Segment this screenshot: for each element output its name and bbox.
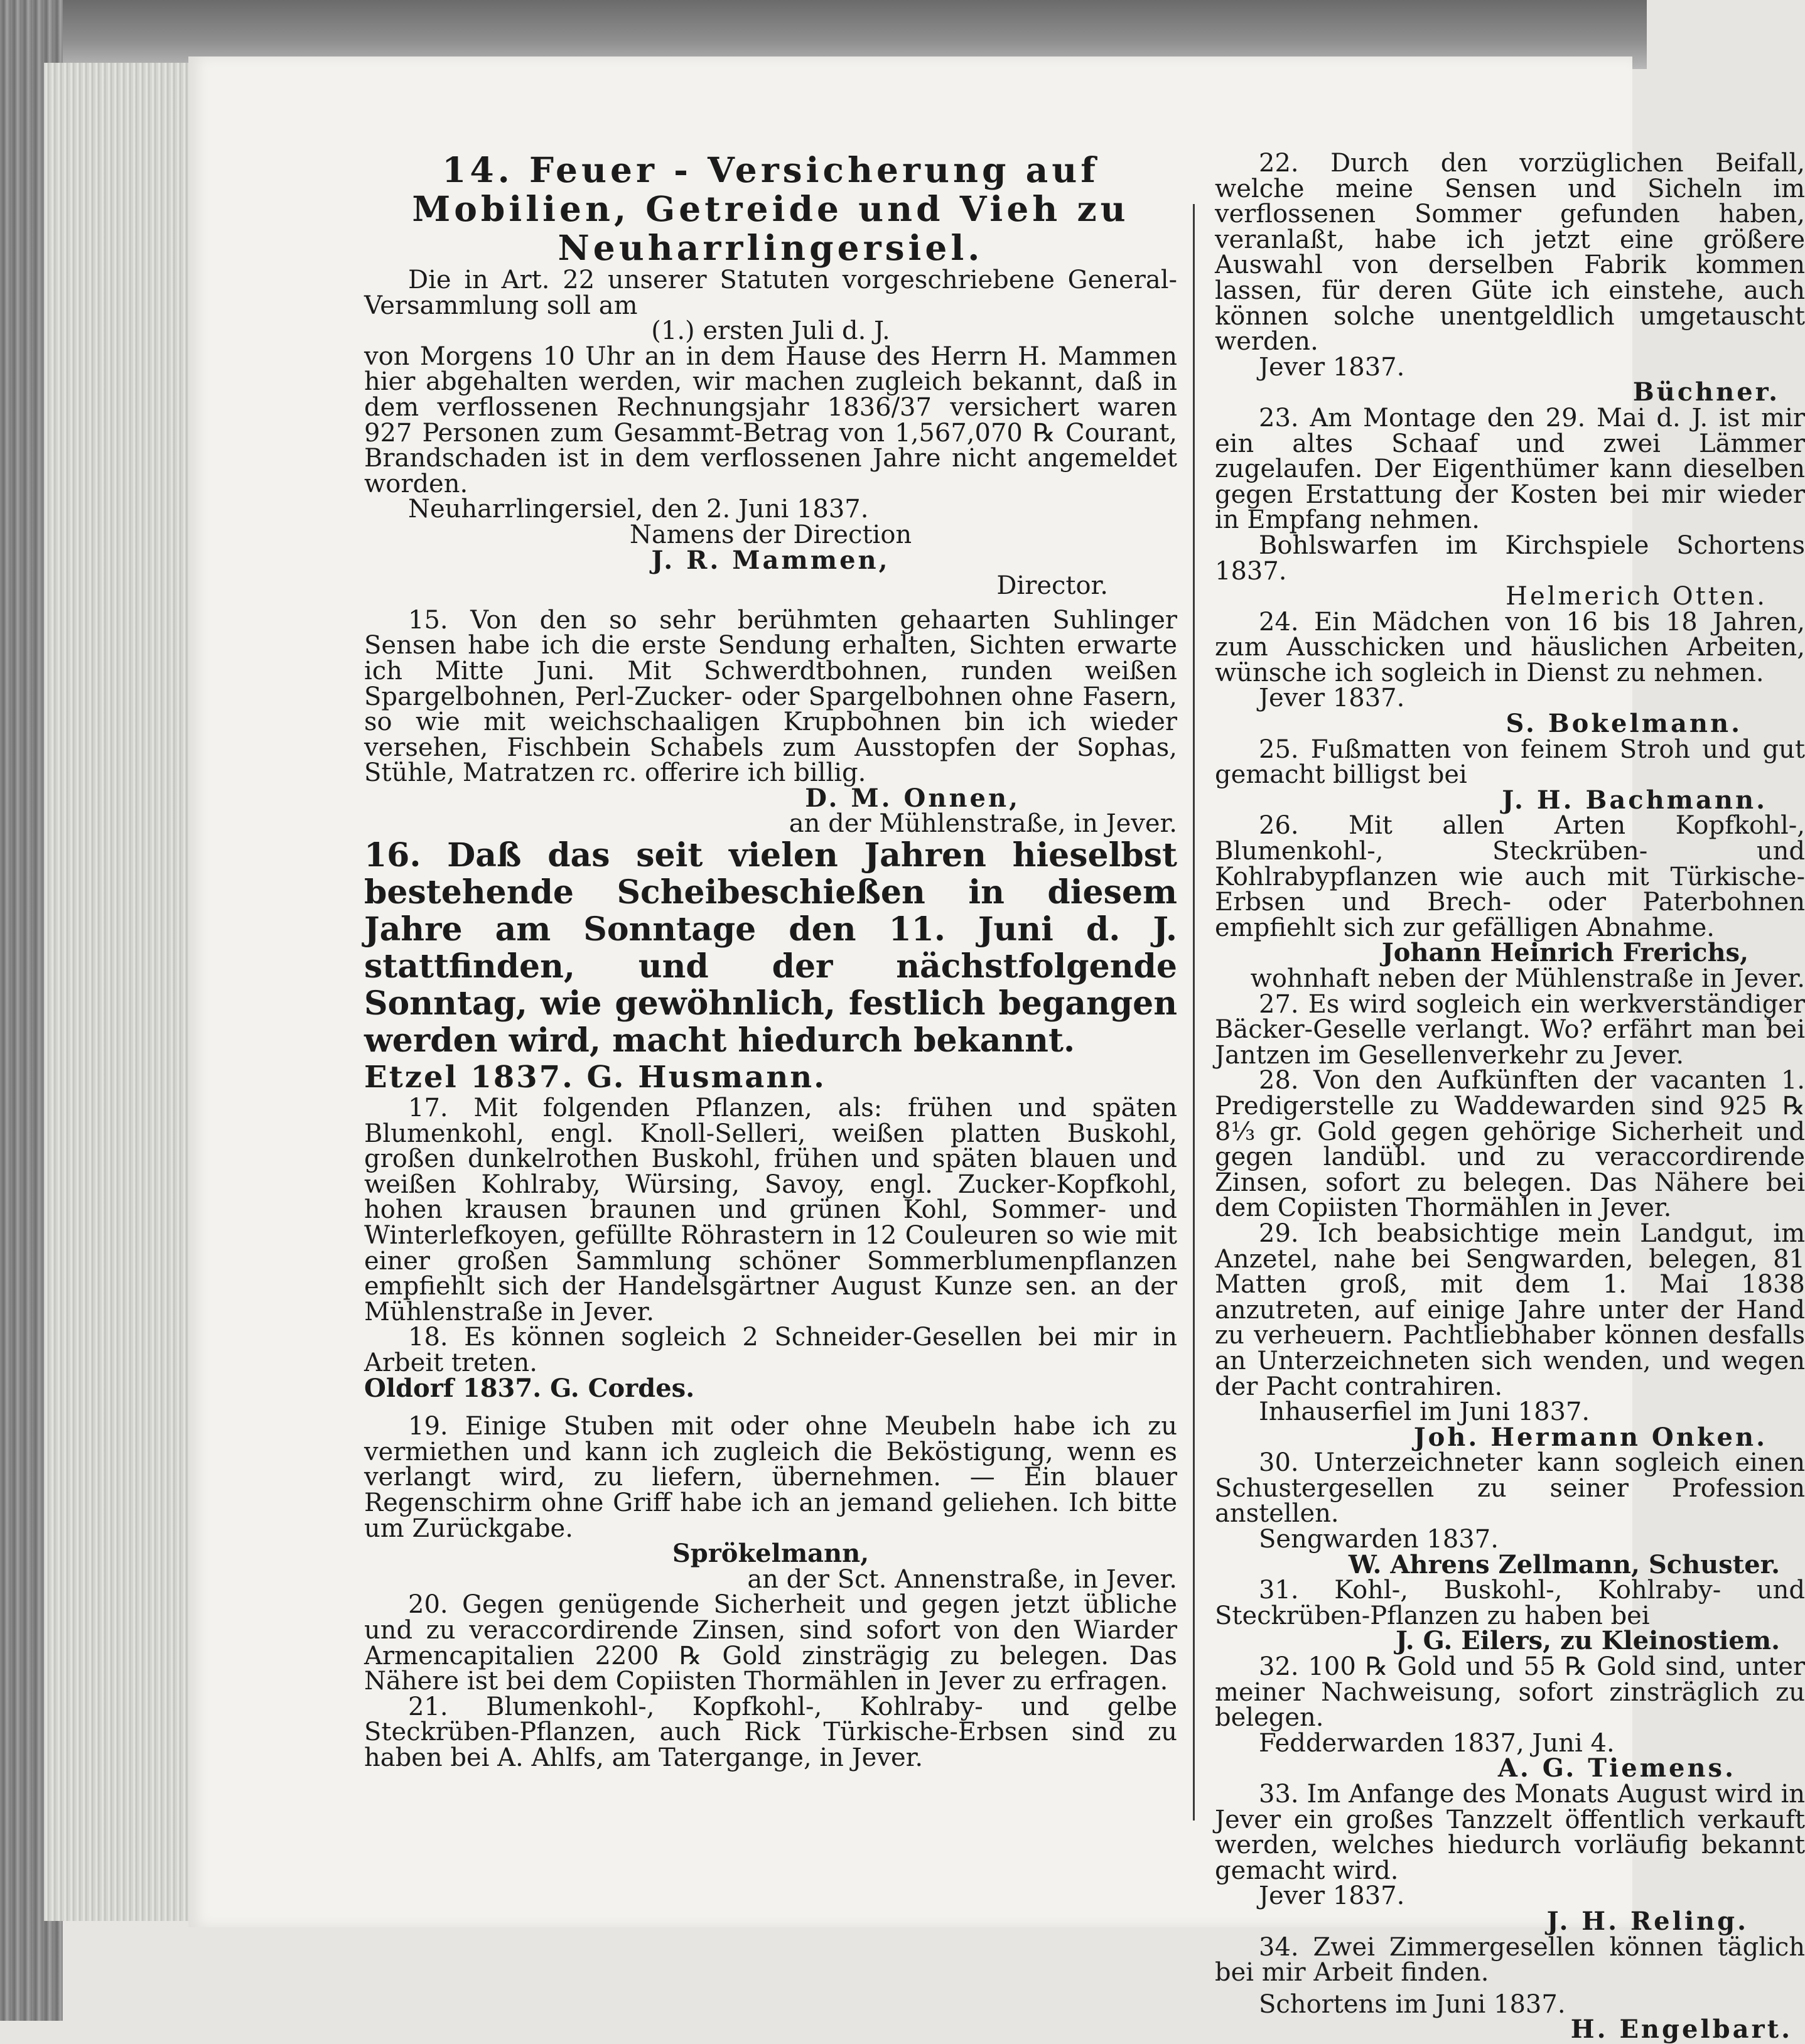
notice-18-body: 18. Es können sogleich 2 Schneider-Gesellen bei mir in Arbeit treten. (364, 1323, 1177, 1377)
notice-14-signature-2: J. R. Mammen, (651, 545, 890, 575)
notice-14-signature-3: Director. (996, 571, 1108, 601)
notice-24-place: Jever 1837. (1259, 684, 1405, 713)
notice-32-signature: A. G. Tiemens. (1497, 1753, 1736, 1783)
notice-31-signature: J. G. Eilers, zu Kleinostiem. (1395, 1626, 1780, 1656)
notice-15-signature-2: an der Mühlenstraße, in Jever. (789, 809, 1177, 839)
notice-30-body: 30. Unterzeichneter kann sogleich einen Schustergesellen zu seiner Profession anstellen. (1215, 1448, 1805, 1529)
notice-14-body: Die in Art. 22 unserer Statuten vorgeschriebene General-Versammlung soll am (364, 266, 1177, 320)
notice-23-signature: Helmerich Otten. (1506, 582, 1767, 611)
notice-30-signature: W. Ahrens Zellmann, Schuster. (1348, 1549, 1780, 1579)
notice-23-body: 23. Am Montage den 29. Mai d. J. ist mir ein altes Schaaf und zwei Lämmer zugelaufen. Der Eigenthümer kann dieselben gegen Erstattung der Kosten bei mir wieder in Empfang nehmen. (1215, 403, 1805, 535)
notice-14-title: 14. Feuer - Versicherung auf Mobilien, Getreide und Vieh zu Neuharrlingersiel. (412, 149, 1129, 268)
notice-21-body: 21. Blumenkohl-, Kopfkohl-, Kohlraby- und gelbe Steckrüben-Pflanzen, auch Rick Türkische-Erbsen sind zu haben bei A. Ahlfs, am Tatergange, in Jever. (364, 1692, 1177, 1772)
notice-18-signature: Oldorf 1837. G. Cordes. (364, 1373, 695, 1403)
notice-14-place: Neuharrlingersiel, den 2. Juni 1837. (408, 495, 869, 524)
notice-33-place: Jever 1837. (1259, 1881, 1405, 1911)
notice-17-body: 17. Mit folgenden Pflanzen, als: frühen und späten Blumenkohl, engl. Knoll-Selleri, weißen platten Buskohl, großen dunkelrothen Buskohl, frühen und späten blauen und weißen Kohlraby, Würsing, Savoy, engl. Zucker-Kopfkohl, hohen krausen braunen und grünen Kohl, Sommer- und Winterlefkoyen, gefüllte Röhrastern in 12 Couleuren so wie mit einer großen Sammlung schöner Sommerblumenpflanzen empfiehlt sich der Handelsgärtner August Kunze sen. an der Mühlenstraße in Jever. (364, 1094, 1177, 1326)
notice-26-signature-2: wohnhaft neben der Mühlenstraße in Jever. (1250, 964, 1805, 993)
notice-29-signature: Joh. Hermann Onken. (1413, 1422, 1767, 1452)
page-stack (44, 63, 208, 1921)
notice-30-place: Sengwarden 1837. (1259, 1525, 1499, 1554)
notice-32-body: 32. 100 ℞ Gold und 55 ℞ Gold sind, unter meiner Nachweisung, sofort zinsträglich zu belegen. (1215, 1652, 1805, 1733)
notice-24-body: 24. Ein Mädchen von 16 bis 18 Jahren, zum Ausschicken und häuslichen Arbeiten, wünsche ich sogleich in Dienst zu nehmen. (1215, 607, 1805, 687)
column-divider (1193, 204, 1195, 1821)
notice-31-body: 31. Kohl-, Buskohl-, Kohlraby- und Steckrüben-Pflanzen zu haben bei (1215, 1576, 1805, 1630)
notice-33-body: 33. Im Anfange des Monats August wird in Jever ein großes Tanzzelt öffentlich verkauft werden, welches hiedurch vorläufig bekannt gemacht wird. (1215, 1780, 1805, 1885)
notice-25-signature: J. H. Bachmann. (1502, 785, 1767, 815)
notice-32-place: Fedderwarden 1837, Juni 4. (1259, 1728, 1615, 1758)
notice-19-signature-1: Sprökelmann, (672, 1539, 870, 1569)
notice-24-signature: S. Bokelmann. (1506, 709, 1742, 739)
notice-16-signature: Etzel 1837. G. Husmann. (364, 1060, 826, 1095)
notice-34-signature: H. Engelbart. (1570, 2014, 1792, 2044)
notice-29-place: Inhauserfiel im Juni 1837. (1259, 1397, 1590, 1427)
notice-26-signature-1: Johann Heinrich Frerichs, (1381, 938, 1748, 968)
notice-14-body-2: von Morgens 10 Uhr an in dem Hause des Herrn H. Mammen hier abgehalten werden, wir machen zugleich bekannt, daß in dem verflossenen Rechnungsjahr 1836/37 versichert waren 927 Personen zum Gesammt-Betrag von 1,567,070 ℞ Courant, Brandschaden ist in dem verflossenen Jahre nicht angemeldet worden. (364, 342, 1177, 498)
notice-19-signature-2: an der Sct. Annenstraße, in Jever. (747, 1564, 1177, 1594)
notice-25-body: 25. Fußmatten von feinem Stroh und gut gemacht billigst bei (1215, 734, 1805, 790)
notice-26-body: 26. Mit allen Arten Kopfkohl-, Blumenkohl-, Steckrüben- und Kohlrabypflanzen wie auch mit Türkische-Erbsen und Brech- oder Paterbohnen empfiehlt sich zur gefälligen Abnahme. (1215, 811, 1805, 942)
notice-15-body: 15. Von den so sehr berühmten gehaarten Suhlinger Sensen habe ich die erste Sendung erhalten, Sichten erwarte ich Mitte Juni. Mit Schwerdtbohnen, runden weißen Spargelbohnen, Perl-Zucker- oder Spargelbohnen ohne Fasern, so wie mit weichschaaligen Krupbohnen bin ich wieder versehen, Fischbein Schabels zum Ausstopfen der Sophas, Stühle, Matratzen rc. offerire ich billig. (364, 605, 1177, 788)
notice-27-body: 27. Es wird sogleich ein werkverständiger Bäcker-Geselle verlangt. Wo? erfährt man bei Jantzen im Gesellenverkehr zu Jever. (1215, 989, 1805, 1070)
left-column (364, 151, 1177, 1771)
notice-22-place: Jever 1837. (1259, 352, 1405, 382)
notice-33-signature: J. H. Reling. (1546, 1906, 1748, 1936)
notice-20-body: 20. Gegen genügende Sicherheit und gegen jetzt übliche und zu veraccordirende Zinsen, sind sofort von den Wiarder Armencapitalien 2200 ℞ Gold zinsträgig zu belegen. Das Nähere ist bei dem Copiisten Thormählen in Jever zu erfragen. (364, 1590, 1177, 1696)
notice-14-date: (1.) ersten Juli d. J. (651, 316, 890, 346)
notice-22-signature: Büchner. (1632, 377, 1780, 407)
notice-29-body: 29. Ich beabsichtige mein Landgut, im Anzetel, nahe bei Sengwarden, belegen, 81 Matten groß, mit dem 1. Mai 1838 anzutreten, auf einige Jahre unter der Hand zu verheuern. Pachtliebhaber können desfalls an Unterzeichneten sich wenden, und wegen der Pacht contrahiren. (1215, 1218, 1805, 1401)
notice-14-signature-1: Namens der Direction (629, 520, 912, 549)
newspaper-page (188, 56, 1805, 2044)
notice-34-place: Schortens im Juni 1837. (1259, 1989, 1566, 2019)
notice-22-body: 22. Durch den vorzüglichen Beifall, welche meine Sensen und Sicheln im verflossenen Sommer gefunden haben, veranlaßt, habe ich jetzt eine größere Auswahl von derselben Fabrik kommen lassen, für deren Güte ich einstehe, auch können solche unentgeldlich umgetauscht werden. (1215, 149, 1805, 357)
notice-15-signature-1: D. M. Onnen, (805, 783, 1020, 813)
notice-16-body: 16. Daß das seit vielen Jahren hieselbst bestehende Scheibeschießen in diesem Jahre am Sonntage den 11. Juni d. J. stattfinden, und der nächstfolgende Sonntag, wie gewöhnlich, festlich begangen werden wird, macht hiedurch bekannt. (364, 836, 1177, 1060)
notice-23-place: Bohlswarfen im Kirchspiele Schortens 1837. (1215, 530, 1805, 586)
notice-28-body: 28. Von den Aufkünften der vacanten 1. Predigerstelle zu Waddewarden sind 925 ℞ 8⅓ gr. Gold gegen gehörige Sicherheit und gegen landübl. und zu veraccordirende Zinsen, sofort zu belegen. Das Nähere bei dem Copiisten Thormählen in Jever. (1215, 1066, 1805, 1223)
notice-19-body: 19. Einige Stuben mit oder ohne Meubeln habe ich zu vermiethen und kann ich zugleich die Beköstigung, wenn es verlangt wird, zu liefern, übernehmen. — Ein blauer Regenschirm ohne Griff habe ich an jemand geliehen. Ich bitte um Zurückgabe. (364, 1412, 1177, 1543)
notice-34-body: 34. Zwei Zimmergesellen können täglich bei mir Arbeit finden. (1215, 1932, 1805, 1988)
right-column (1215, 151, 1805, 2043)
